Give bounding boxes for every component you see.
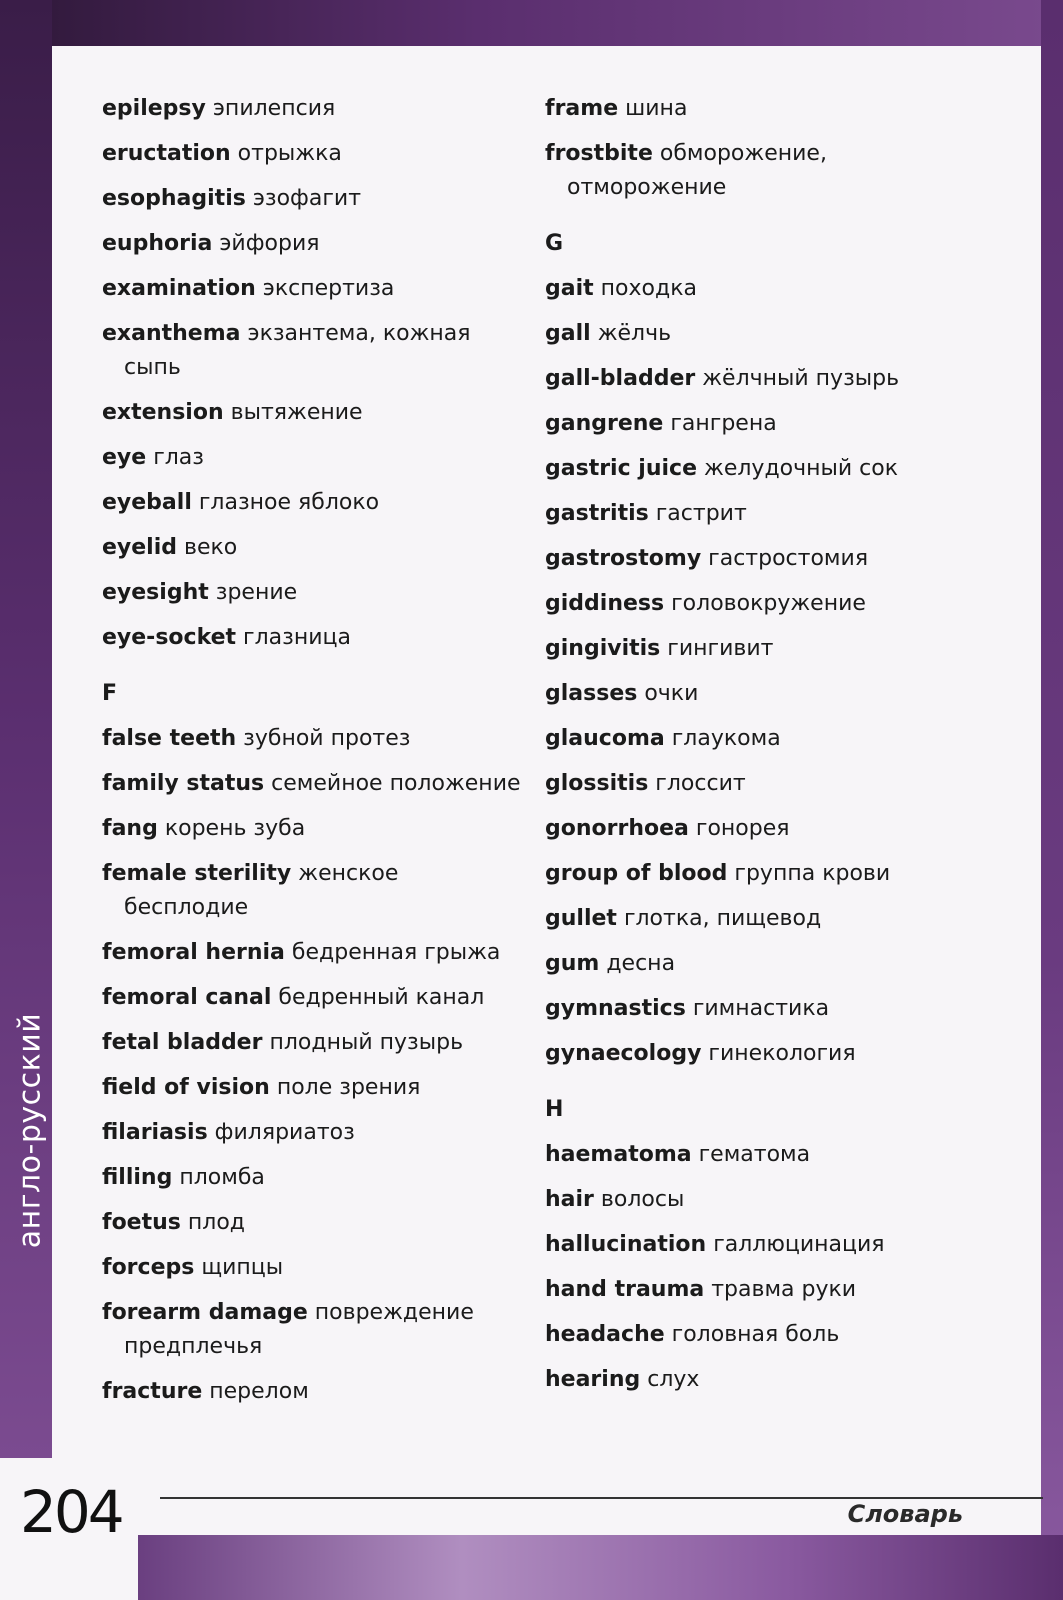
entry-term: eyelid [102, 535, 178, 560]
letter-heading-h: H [545, 1097, 564, 1122]
entries-g [545, 272, 965, 1071]
dictionary-entry [102, 1026, 522, 1060]
entry-translation: головная боль [671, 1322, 840, 1347]
footer-title: Словарь [847, 1500, 963, 1528]
dictionary-entry [545, 587, 965, 621]
entry-translation: семейное положение [271, 771, 521, 796]
dictionary-entry [102, 486, 522, 520]
entry-term: forceps [102, 1255, 195, 1280]
entry-translation: жёлчь [597, 321, 672, 346]
entry-translation: головокружение [671, 591, 866, 616]
entry-term: frostbite [545, 141, 653, 166]
entry-term: euphoria [102, 231, 213, 256]
entries-f [102, 722, 522, 1409]
entry-translation: группа крови [734, 861, 891, 886]
entry-translation: эпилепсия [212, 96, 336, 121]
entry-translation: женское бесплодие [124, 861, 399, 920]
entry-term: extension [102, 400, 224, 425]
dictionary-entry [545, 317, 965, 351]
letter-heading-g: G [545, 231, 564, 256]
dictionary-entry [102, 857, 522, 925]
entry-translation: глаз [153, 445, 204, 470]
entry-translation: галлюцинация [713, 1232, 885, 1257]
dictionary-entry [545, 1273, 965, 1307]
entry-term: false teeth [102, 726, 237, 751]
entry-term: giddiness [545, 591, 665, 616]
entry-translation: зубной протез [243, 726, 411, 751]
entry-translation: волосы [600, 1187, 685, 1212]
dictionary-entry [102, 722, 522, 756]
entry-translation: щипцы [201, 1255, 284, 1280]
footer-rule [160, 1497, 1043, 1499]
entry-term: gait [545, 276, 594, 301]
entry-term: gullet [545, 906, 617, 931]
entry-term: hair [545, 1187, 594, 1212]
entry-translation: эзофагит [252, 186, 362, 211]
dictionary-entry [545, 1363, 965, 1397]
entry-translation: глазница [243, 625, 351, 650]
entry-term: glaucoma [545, 726, 665, 751]
entry-term: fracture [102, 1379, 203, 1404]
entry-translation: гонорея [695, 816, 790, 841]
dictionary-entry [545, 767, 965, 801]
bottom-frame-band [138, 1535, 1063, 1600]
entry-translation: зрение [215, 580, 298, 605]
dictionary-entry [102, 1251, 522, 1285]
entry-translation: отрыжка [237, 141, 342, 166]
entry-translation: вытяжение [230, 400, 363, 425]
entry-term: group of blood [545, 861, 728, 886]
side-label-text: англо-русский [12, 1012, 48, 1248]
entry-term: filling [102, 1165, 173, 1190]
entry-term: hand trauma [545, 1277, 705, 1302]
dictionary-entry [102, 317, 522, 385]
entry-translation: шина [625, 96, 688, 121]
entry-translation: травма руки [711, 1277, 857, 1302]
entry-term: eyeball [102, 490, 192, 515]
dictionary-entry [102, 936, 522, 970]
entry-translation: гингивит [667, 636, 774, 661]
entry-term: hearing [545, 1367, 641, 1392]
entry-term: gastric juice [545, 456, 698, 481]
dictionary-entry [545, 857, 965, 891]
dictionary-entry [102, 441, 522, 475]
entry-translation: гимнастика [692, 996, 830, 1021]
entry-term: frame [545, 96, 619, 121]
entry-translation: филяриатоз [214, 1120, 355, 1145]
entry-term: female sterility [102, 861, 292, 886]
entry-term: foetus [102, 1210, 181, 1235]
dictionary-entry [545, 1228, 965, 1262]
dictionary-entry [545, 812, 965, 846]
dictionary-entry [545, 362, 965, 396]
entry-translation: гастрит [655, 501, 747, 526]
entry-term: eye-socket [102, 625, 237, 650]
entry-translation: глоссит [655, 771, 746, 796]
dictionary-entry [102, 272, 522, 306]
dictionary-entry [545, 992, 965, 1026]
dictionary-entry [102, 137, 522, 171]
dictionary-entry [545, 1318, 965, 1352]
entry-term: fang [102, 816, 158, 841]
dictionary-entry [545, 407, 965, 441]
dictionary-entry [102, 92, 522, 126]
entry-translation: слух [647, 1367, 700, 1392]
entry-translation: поле зрения [276, 1075, 421, 1100]
entry-term: headache [545, 1322, 665, 1347]
dictionary-entry [102, 227, 522, 261]
entry-term: hallucination [545, 1232, 707, 1257]
entry-translation: гангрена [670, 411, 777, 436]
dictionary-entry [102, 812, 522, 846]
dictionary-entry [545, 1138, 965, 1172]
entry-translation: эйфория [219, 231, 320, 256]
entry-translation: глотка, пищевод [623, 906, 822, 931]
entry-translation: пломба [179, 1165, 265, 1190]
side-section-label [4, 1000, 56, 1260]
entry-translation: экзантема, кожная сыпь [124, 321, 471, 380]
entry-translation: желудочный сок [704, 456, 899, 481]
entry-term: gall [545, 321, 591, 346]
entry-translation: перелом [209, 1379, 309, 1404]
entry-translation: веко [184, 535, 238, 560]
entry-translation: глаукома [671, 726, 781, 751]
right-frame-band [1041, 0, 1063, 1600]
entry-translation: походка [600, 276, 697, 301]
dictionary-entry [545, 1037, 965, 1071]
dictionary-entry [102, 981, 522, 1015]
entry-term: field of vision [102, 1075, 270, 1100]
entry-term: filariasis [102, 1120, 208, 1145]
dictionary-entry [545, 632, 965, 666]
dictionary-entry [102, 1206, 522, 1240]
entry-term: eye [102, 445, 147, 470]
entry-translation: экспертиза [262, 276, 395, 301]
entry-term: gangrene [545, 411, 664, 436]
entry-term: gymnastics [545, 996, 686, 1021]
dictionary-entry [102, 396, 522, 430]
entry-translation: десна [606, 951, 676, 976]
entry-term: exanthema [102, 321, 241, 346]
entry-term: eructation [102, 141, 231, 166]
dictionary-entry [545, 92, 965, 126]
entry-term: esophagitis [102, 186, 246, 211]
entry-term: fetal bladder [102, 1030, 263, 1055]
dictionary-entry [102, 1375, 522, 1409]
entries-e [102, 92, 522, 655]
entry-translation: гастростомия [708, 546, 869, 571]
entry-translation: плод [187, 1210, 246, 1235]
page-number: 204 [20, 1478, 122, 1546]
dictionary-entry [545, 1183, 965, 1217]
entry-translation: повреждение предплечья [124, 1300, 474, 1359]
entry-translation: плодный пузырь [269, 1030, 464, 1055]
entry-term: eyesight [102, 580, 209, 605]
dictionary-entry [545, 542, 965, 576]
entry-translation: корень зуба [164, 816, 306, 841]
entry-translation: гематома [698, 1142, 811, 1167]
dictionary-entry [102, 1116, 522, 1150]
dictionary-entry [545, 902, 965, 936]
entries-f-continued [545, 92, 965, 205]
entry-term: gall-bladder [545, 366, 696, 391]
dictionary-entry [102, 576, 522, 610]
right-column [545, 92, 965, 1408]
entry-term: glasses [545, 681, 638, 706]
entry-term: femoral canal [102, 985, 272, 1010]
dictionary-entry [102, 1071, 522, 1105]
entry-term: family status [102, 771, 265, 796]
dictionary-entry [102, 621, 522, 655]
entry-term: haematoma [545, 1142, 692, 1167]
dictionary-entry [545, 677, 965, 711]
dictionary-entry [545, 722, 965, 756]
entry-term: forearm damage [102, 1300, 308, 1325]
entry-term: gonorrhoea [545, 816, 689, 841]
entry-term: gynaecology [545, 1041, 702, 1066]
entry-term: gingivitis [545, 636, 661, 661]
top-frame-band [0, 0, 1063, 46]
entry-translation: гинекология [708, 1041, 856, 1066]
entry-translation: бедренный канал [278, 985, 485, 1010]
entry-term: examination [102, 276, 256, 301]
dictionary-entry [545, 452, 965, 486]
entry-term: gastrostomy [545, 546, 702, 571]
dictionary-entry [545, 497, 965, 531]
dictionary-entry [102, 531, 522, 565]
dictionary-entry [102, 182, 522, 216]
entry-translation: очки [644, 681, 699, 706]
entry-translation: жёлчный пузырь [702, 366, 900, 391]
entry-term: epilepsy [102, 96, 206, 121]
entry-translation: глазное яблоко [198, 490, 380, 515]
dictionary-entry [102, 767, 522, 801]
letter-heading-f: F [102, 681, 118, 706]
dictionary-entry [102, 1296, 522, 1364]
entry-term: glossitis [545, 771, 649, 796]
dictionary-entry [545, 272, 965, 306]
entry-translation: обморожение, отморожение [567, 141, 827, 200]
dictionary-entry [545, 137, 965, 205]
entry-term: gum [545, 951, 600, 976]
entry-translation: бедренная грыжа [291, 940, 501, 965]
entry-term: gastritis [545, 501, 649, 526]
dictionary-entry [545, 947, 965, 981]
left-column [102, 92, 522, 1420]
entries-h [545, 1138, 965, 1397]
dictionary-entry [102, 1161, 522, 1195]
entry-term: femoral hernia [102, 940, 285, 965]
